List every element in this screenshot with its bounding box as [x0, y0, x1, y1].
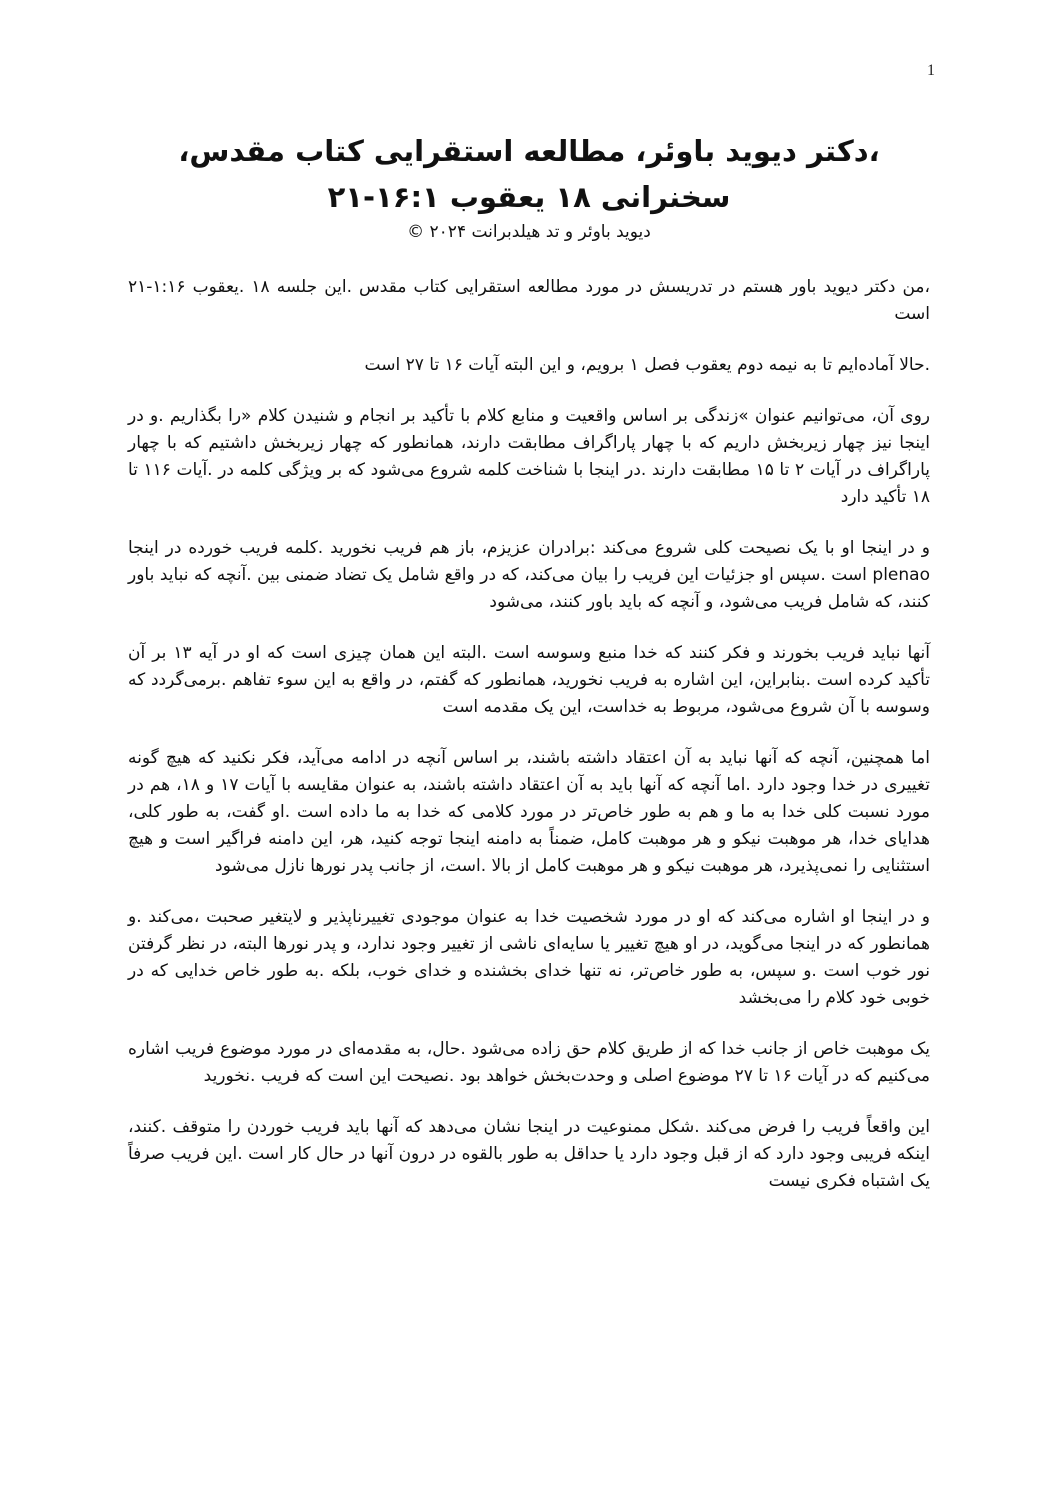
- paragraph: اما همچنین، آنچه که آنها نباید به آن اعتقاد داشته باشند، بر اساس آنچه در ادامه می‌آید، فکر نکنید که هیچ گونه تغییری در خدا وجود دارد .اما آنچه که آنها باید به آن اعتقاد داشته باشند، به عنوان مقایسه با آیات ۱۷ و ۱۸، هم در مورد نسبت کلی خدا به ما و هم به طور خاص‌تر در مورد کلامی که خدا به ما داده است .او گفت، به طور کلی، هدایای خدا، هر موهبت نیکو و هر موهبت کامل، ضمناً به دامنه اینجا توجه کنید، هر، این دامنه فراگیر است و هیچ استثنایی را نمی‌پذیرد، هر موهبت نیکو و هر موهبت کامل از بالا .است، از جانب پدر نورها نازل می‌شود: [128, 748, 930, 876]
- author-byline: دیوید باوئر و تد هیلدبرانت ۲۰۲۴ ©: [407, 222, 651, 242]
- page-number: 1: [927, 62, 935, 79]
- document-body: [128, 274, 930, 1219]
- paragraph: و در اینجا او با یک نصیحت کلی شروع می‌کند :برادران عزیزم، باز هم فریب نخورید .کلمه فریب خورده در اینجا plenao است .سپس او جزئیات این فریب را بیان می‌کند، که در واقع شامل یک تضاد ضمنی بین .آنچه که نباید باور کنند، که شامل فریب می‌شود، و آنچه که باید باور کنند، می‌شود: [128, 538, 930, 612]
- document-title: ،دکتر دیوید باوئر، مطالعه استقرایی کتاب مقدس، سخنرانی ۱۸ یعقوب ۱۶:۱-۲۱: [178, 134, 880, 214]
- paragraph: روی آن، می‌توانیم عنوان »زندگی بر اساس واقعیت و منابع کلام با تأکید بر انجام و شنیدن کلام «را بگذاریم .و در اینجا نیز چهار زیربخش داریم که با چهار پاراگراف مطابقت دارند، همانطور که چهار زیربخش داشتیم که با چهار پاراگراف در آیات ۲ تا ۱۵ مطابقت دارند .در اینجا با شناخت کلمه شروع می‌شود که بر ویژگی کلمه در .آیات ۱۱۶ تا ۱۸ تأکید دارد: [128, 406, 930, 507]
- paragraph: ،من دکتر دیوید باور هستم در تدریسش در مورد مطالعه استقرایی کتاب مقدس .این جلسه ۱۸ .یعقوب ۱:۱۶-۲۱ است: [128, 277, 931, 324]
- paragraph: .حالا آماده‌ایم تا به نیمه دوم یعقوب فصل ۱ برویم، و این البته آیات ۱۶ تا ۲۷ است: [364, 355, 930, 375]
- paragraph: یک موهبت خاص از جانب خدا که از طریق کلام حق زاده می‌شود .حال، به مقدمه‌ای در مورد موضوع فریب اشاره می‌کنیم که در آیات ۱۶ تا ۲۷ موضوع اصلی و وحدت‌بخش خواهد بود .نصیحت این است که فریب .نخورید: [128, 1039, 930, 1086]
- paragraph: این واقعاً فریب را فرض می‌کند .شکل ممنوعیت در اینجا نشان می‌دهد که آنها باید فریب خوردن را متوقف .کنند، اینکه فریبی وجود دارد که از قبل وجود دارد یا حداقل به طور بالقوه در درون آنها در حال کار است .این فریب صرفاً یک اشتباه فکری نیست: [128, 1117, 930, 1191]
- paragraph: آنها نباید فریب بخورند و فکر کنند که خدا منبع وسوسه است .البته این همان چیزی است که او در آیه ۱۳ بر آن تأکید کرده است .بنابراین، این اشاره به فریب نخورید، همانطور که گفتم، در واقع به این سوء تفاهم .برمی‌گردد که وسوسه با آن شروع می‌شود، مربوط به خداست، این یک مقدمه است: [128, 643, 930, 717]
- paragraph: و در اینجا او اشاره می‌کند که او در مورد شخصیت خدا به عنوان موجودی تغییرناپذیر و لایتغیر صحبت ،می‌کند .و همانطور که در اینجا می‌گوید، در او هیچ تغییر یا سایه‌ای ناشی از تغییر وجود ندارد، و پدر نورها البته، در نظر گرفتن نور خوب است .و سپس، به طور خاص‌تر، نه تنها خدای بخشنده و خدای خوب، بلکه .به طور خاص خدایی که در خوبی خود کلام را می‌بخشد: [128, 907, 930, 1008]
